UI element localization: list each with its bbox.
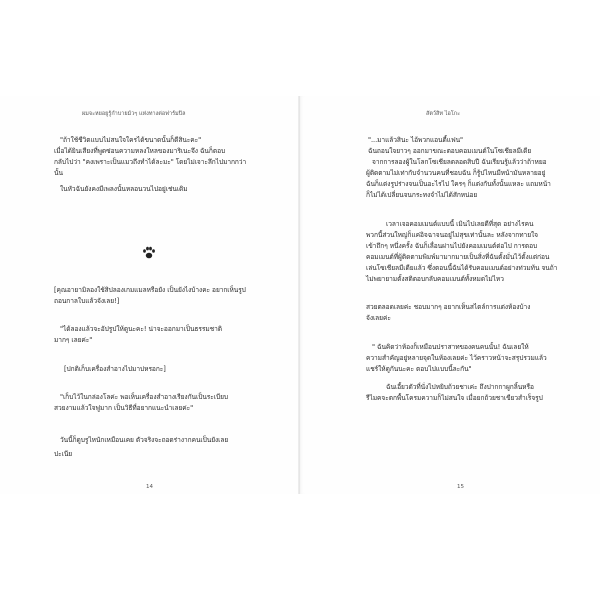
paragraph-line: ถอนกาลใบแล้วจังเลย!] — [54, 297, 120, 305]
paragraph-line: " ฉันคิดว่าห้องก็เหมือนปราสาทของคนคนนั้น! ฉันเลยให้ — [372, 343, 529, 351]
paragraph-line: ผู้ติดตามไม่เท่ากับจำนวนคนที่ชอบฉัน ก็รู้ปไหนมีหน้ามันหลายอยู่ — [366, 169, 546, 177]
paragraph-line: มากๆ เลยค่ะ" — [54, 336, 93, 344]
paragraph-line: จังเลยค่ะ — [366, 314, 391, 322]
paragraph-line: วันนี้ก็ดูบรูไหนักเหมือนเคย ตัวจริงจะถอดร่างากคนเป็นยังเลย — [60, 436, 229, 444]
paragraph-line: ความสำคัญอยู่หลายจุดในห้องเลยค่ะ ไว้คราวหน้าจะสรุปรวมแล้ว — [366, 354, 547, 362]
left-page — [0, 96, 300, 494]
paragraph-line: พวกนี้ส่วนใหญ่ก็แค่อิจฉาจนอยู่ไม่สุขเท่านั้นละ หลังจากทายใจ — [366, 231, 538, 239]
paragraph-line: ในหัวฉันยังคงมีเพลงนั้นหลอนวนไปอยู่เช่นเดิม — [60, 185, 188, 193]
paragraph-line: เวลาเจอคอมเมนต์แบบนี้ เมินไปเลยดีที่สุด อย่างไรคน — [386, 220, 534, 228]
paragraph-line: [คุณอายามิลองใช้สิปลองเกมแมลหรือยัง เป็นยังไงบ้างคะ อยากเห็นรูป — [54, 286, 246, 294]
paw-print-icon — [138, 246, 160, 260]
left-running-head: ผมจะหยอยูรู้กำบายม้วๆ แห่งทางต่อฟาร์มปิล — [82, 111, 186, 117]
paragraph-line: ฉันถอนใจยาวๆ ออกมาขณะตอบคอมเมนต์ในโซเชียลมีเดีย — [368, 147, 532, 155]
paragraph-line: เข้าถึกๆ หนึ่งครั้ง ฉันก็เลื่อนผ่านไปยังคอมเมนต์ต่อไป การตอบ — [366, 242, 538, 250]
paragraph-line: ไม่พยายามตั้งสติตอบกลับคอมเมนต์ทั้งหมดไม่ไหว — [366, 275, 504, 283]
paragraph-line: "ได้ลองแล้วจะอัปรูปให้ดูนะคะ! น่าจะออกมาเป็นธรรมชาติ — [60, 325, 222, 333]
right-page — [300, 96, 600, 494]
right-running-head: สัตว์สิท ไอโกะ — [426, 111, 461, 117]
paragraph-line: กลับไปว่า "คงเพราะเป็นแมวถึงทำได้ละมะ" โดยไม่เจาะลึกไปมากกว่า — [54, 158, 247, 166]
paragraph-line: ปะเนีย — [54, 450, 73, 458]
paragraph-line: คอมเมนต์ที่ผู้ติดตามพิมพ์มามากมายเป็นสิ่งที่ฉันตั้งมั่นไว้ตั้งแต่ก่อน — [366, 253, 550, 261]
paragraph-line: ฉันเอี้ยวตัวที่นั่งไปหยิบถ้วยชาเค่ะ ถึงปากกาผูกลิ้นหรือ — [386, 383, 534, 391]
paragraph-line: [ปกติเก็บเครื่องสำอางไปมาบ่หรอกะ] — [64, 365, 166, 373]
paragraph-line: เมื่อได้ยินเสียงที่พูดซ่อนความหลงใหลของมาริเนะจึง ฉันก็ตอบ — [54, 147, 226, 155]
paragraph-line: "...มาแล้วสินะ ไอ้พวกแอนตี้แฟน" — [368, 136, 464, 144]
paragraph-line: รีไมคจะตกพื้นโครมความก็ไม่สนใจ เมื่อยกถ้วยชาเขียวสำเร็จรูป — [366, 394, 543, 402]
paragraph-line: นั้น — [54, 169, 63, 177]
paragraph-line: ฉันก็แต่งรูปร่างจนเป็นอะไรไป ใครๆ ก็แต่งกันทั้งนั้นแหละ แถมหน้า — [366, 180, 551, 188]
left-page-number: 14 — [146, 484, 153, 490]
paragraph-line: ก็ไม่ได้เปลี่ยนจนกระทงจำไม่ได้สักหน่อย — [366, 191, 478, 199]
paragraph-line: จากการลองผู้ในโลกโซเชียลตลอดสิบปี ฉันเรียนรู้แล้วว่าถ้าหยอ — [372, 158, 547, 166]
paragraph-line: แชร์ให้ดูกันนะคะ ตอบไปแบบนี้ละกัน" — [366, 365, 472, 373]
paragraph-line: "เก็บไว้ในกล่องโลค่ะ พอเห็นเครื่องสำอางเรียงกันเป็นระเบียบ — [60, 393, 229, 401]
paragraph-line: สวยงามแล้วใจฟูมาก เป็นวิธีที่อยากแนะนำเลยค่ะ" — [54, 404, 194, 412]
paragraph-line: เล่นโซเชียลมีเดียแล้ว ซึ่งตอนนี้ฉันได้รับคอมเมนต์อย่างท่วมท้น จนถ้า — [366, 264, 558, 272]
paragraph-line: สวยตลอดเลยค่ะ ชอบมากๆ อยากเห็นสไตล์การแต่งห้องบ้าง — [366, 303, 531, 311]
right-page-number: 15 — [457, 484, 464, 490]
paragraph-line: "ถ้าใช้ชีวิตแบบไม่สนใจใครได้ขนาดนั้นก็ดีสินะคะ" — [60, 136, 202, 144]
